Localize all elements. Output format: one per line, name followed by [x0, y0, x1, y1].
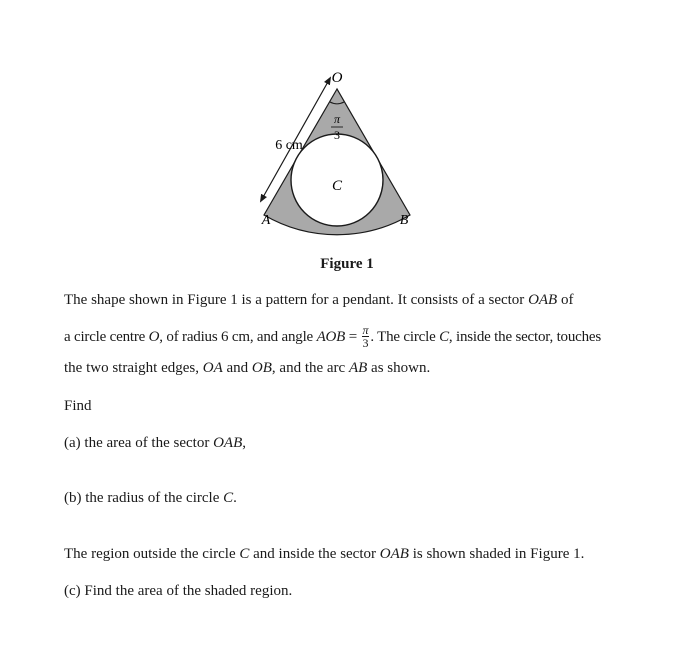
question-c: (c) Find the area of the shaded region.: [64, 583, 293, 599]
side-length-label: 6 cm: [275, 138, 303, 153]
question-a: (a) the area of the sector OAB,: [64, 435, 246, 451]
figure-caption: Figure 1: [320, 256, 374, 272]
paragraph-1-line-2: a circle centre O, of radius 6 cm, and angle AOB = $\frac{\pi}{3}$ . The circle C, inside the sector, touches: [64, 323, 601, 350]
paragraph-1-line-3: the two straight edges, OA and OB, and the arc AB as shown.: [64, 360, 431, 376]
paragraph-1-line-1: The shape shown in Figure 1 is a pattern for a pendant. It consists of a sector OAB of: [64, 292, 574, 308]
sector-figure: [0, 0, 694, 260]
angle-numerator: π: [333, 112, 341, 126]
question-b: (b) the radius of the circle C.: [64, 490, 237, 506]
label-c: C: [331, 178, 343, 194]
label-b: B: [399, 213, 409, 228]
angle-fraction: $\frac{\pi}{3}$: [362, 323, 369, 350]
label-a: A: [261, 213, 271, 228]
angle-denominator: 3: [334, 128, 340, 142]
paragraph-2: The region outside the circle C and inside the sector OAB is shown shaded in Figure 1.: [64, 546, 585, 562]
label-o: O: [331, 70, 343, 86]
find-heading: Find: [64, 398, 92, 414]
